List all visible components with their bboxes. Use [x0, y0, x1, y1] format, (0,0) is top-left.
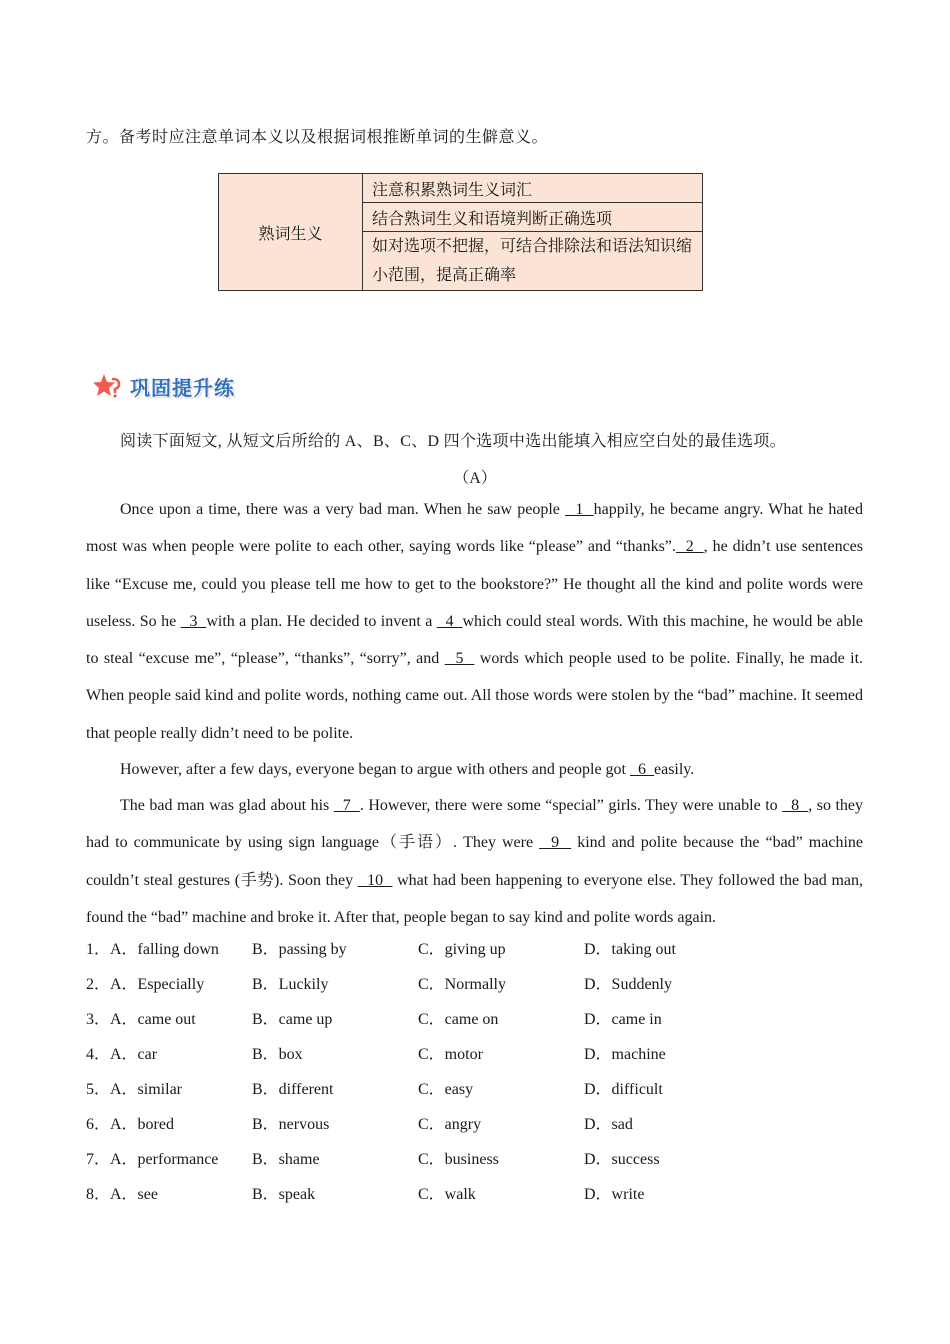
question-options — [86, 1002, 886, 1037]
option-d: D．success — [584, 1151, 660, 1168]
passage-paragraph — [86, 787, 863, 936]
passage-text: , so they had to communicate by using sign language（手语）. They were — [86, 797, 864, 852]
option-d: D．sad — [584, 1116, 633, 1133]
option-b: B．shame — [252, 1151, 320, 1168]
passage-title: （A） — [453, 470, 497, 487]
passage-text: However, after a few days, everyone began to argue with others and people got — [120, 761, 630, 779]
blank-3: 3 — [180, 612, 207, 630]
option-a: 2．A．Especially — [86, 976, 205, 993]
blank-9: 9 — [539, 834, 572, 852]
tips-table-row: 结合熟词生义和语境判断正确选项 — [363, 203, 703, 232]
tips-table-row: 如对选项不把握，可结合排除法和语法知识缩小范围，提高正确率 — [363, 232, 703, 291]
option-b: B．came up — [252, 1011, 333, 1028]
question-options — [86, 1107, 886, 1142]
passage-text: kind and polite because the “bad” machine couldn’t steal gestures (手势). Soon they — [86, 834, 864, 889]
tips-table-label: 熟词生义 — [219, 174, 363, 291]
option-b: B．Luckily — [252, 976, 329, 993]
option-b: B．speak — [252, 1186, 316, 1203]
option-c: C．walk — [418, 1186, 476, 1203]
option-c: C．giving up — [418, 941, 506, 958]
blank-5: 5 — [444, 650, 475, 668]
question-options — [86, 1037, 886, 1072]
blank-8: 8 — [782, 797, 809, 815]
option-c: C．came on — [418, 1011, 499, 1028]
option-c: C．angry — [418, 1116, 482, 1133]
passage-text: . However, there were some “special” girls. They were unable to — [359, 797, 783, 815]
option-a: 1．A．falling down — [86, 941, 219, 958]
blank-7: 7 — [333, 797, 360, 815]
passage-paragraph — [86, 752, 863, 787]
option-d: D．taking out — [584, 941, 676, 958]
section-header — [92, 371, 235, 401]
passage-text: which could steal words. With this machine, he would be able to steal “excuse me”, “please”, “thanks”, “sorry”, and — [86, 612, 864, 668]
option-c: C．easy — [418, 1081, 474, 1098]
option-a: 8．A．see — [86, 1186, 158, 1203]
tips-table — [218, 173, 703, 291]
option-a: 6．A．bored — [86, 1116, 174, 1133]
option-b: B．box — [252, 1046, 303, 1063]
passage-text: what had been happening to everyone else. They followed the bad man, found the “bad” machine and broke it. After that, people began to say kind and polite words again. — [86, 871, 864, 926]
option-d: D．Suddenly — [584, 976, 673, 993]
passage-text: easily. — [653, 761, 695, 779]
passage — [86, 491, 863, 936]
passage-text: with a plan. He decided to invent a — [206, 612, 437, 630]
option-a: 5．A．similar — [86, 1081, 182, 1098]
intro-text: 方。备考时应注意单词本义以及根据词根推断单词的生僻意义。 — [86, 129, 549, 146]
question-options — [86, 932, 886, 967]
passage-paragraph — [86, 491, 863, 752]
option-b: B．different — [252, 1081, 334, 1098]
tips-table-row: 注意积累熟词生义词汇 — [363, 174, 703, 203]
question-options — [86, 967, 886, 1002]
blank-1: 1 — [565, 501, 594, 518]
option-c: C．Normally — [418, 976, 506, 993]
section-title: 巩固提升练 — [130, 375, 235, 400]
passage-text: , he didn’t use sentences like “Excuse me, could you please tell me how to get to the bookstore?” He thought all the kind and polite words were useless. So he — [86, 538, 864, 630]
option-d: D．came in — [584, 1011, 662, 1028]
blank-10: 10 — [357, 871, 393, 889]
option-c: C．motor — [418, 1046, 483, 1063]
option-b: B．nervous — [252, 1116, 330, 1133]
instruction-text: 阅读下面短文, 从短文后所给的 A、B、C、D 四个选项中选出能填入相应空白处的最佳选项。 — [120, 433, 786, 450]
options-list — [86, 932, 886, 1212]
blank-2: 2 — [675, 538, 704, 556]
question-options — [86, 1177, 886, 1212]
passage-text: Once upon a time, there was a very bad man. When he saw people — [120, 501, 566, 518]
question-options — [86, 1142, 886, 1177]
option-d: D．machine — [584, 1046, 666, 1063]
star-icon — [92, 373, 124, 399]
passage-text: happily, he became angry. What he hated most was when people were polite to each other, saying words like “please” and “thanks”. — [86, 501, 864, 556]
option-d: D．write — [584, 1186, 645, 1203]
option-a: 4．A．car — [86, 1046, 158, 1063]
option-a: 7．A．performance — [86, 1151, 219, 1168]
option-b: B．passing by — [252, 941, 347, 958]
question-options — [86, 1072, 886, 1107]
passage-text: words which people used to be polite. Finally, he made it. When people said kind and polite words, nothing came out. All those words were stolen by the “bad” machine. It seemed that people really didn’t need to be polite. — [86, 650, 864, 742]
blank-4: 4 — [436, 612, 463, 630]
option-d: D．difficult — [584, 1081, 663, 1098]
option-a: 3．A．came out — [86, 1011, 196, 1028]
blank-6: 6 — [629, 761, 654, 779]
option-c: C．business — [418, 1151, 499, 1168]
passage-text: The bad man was glad about his — [120, 797, 334, 815]
